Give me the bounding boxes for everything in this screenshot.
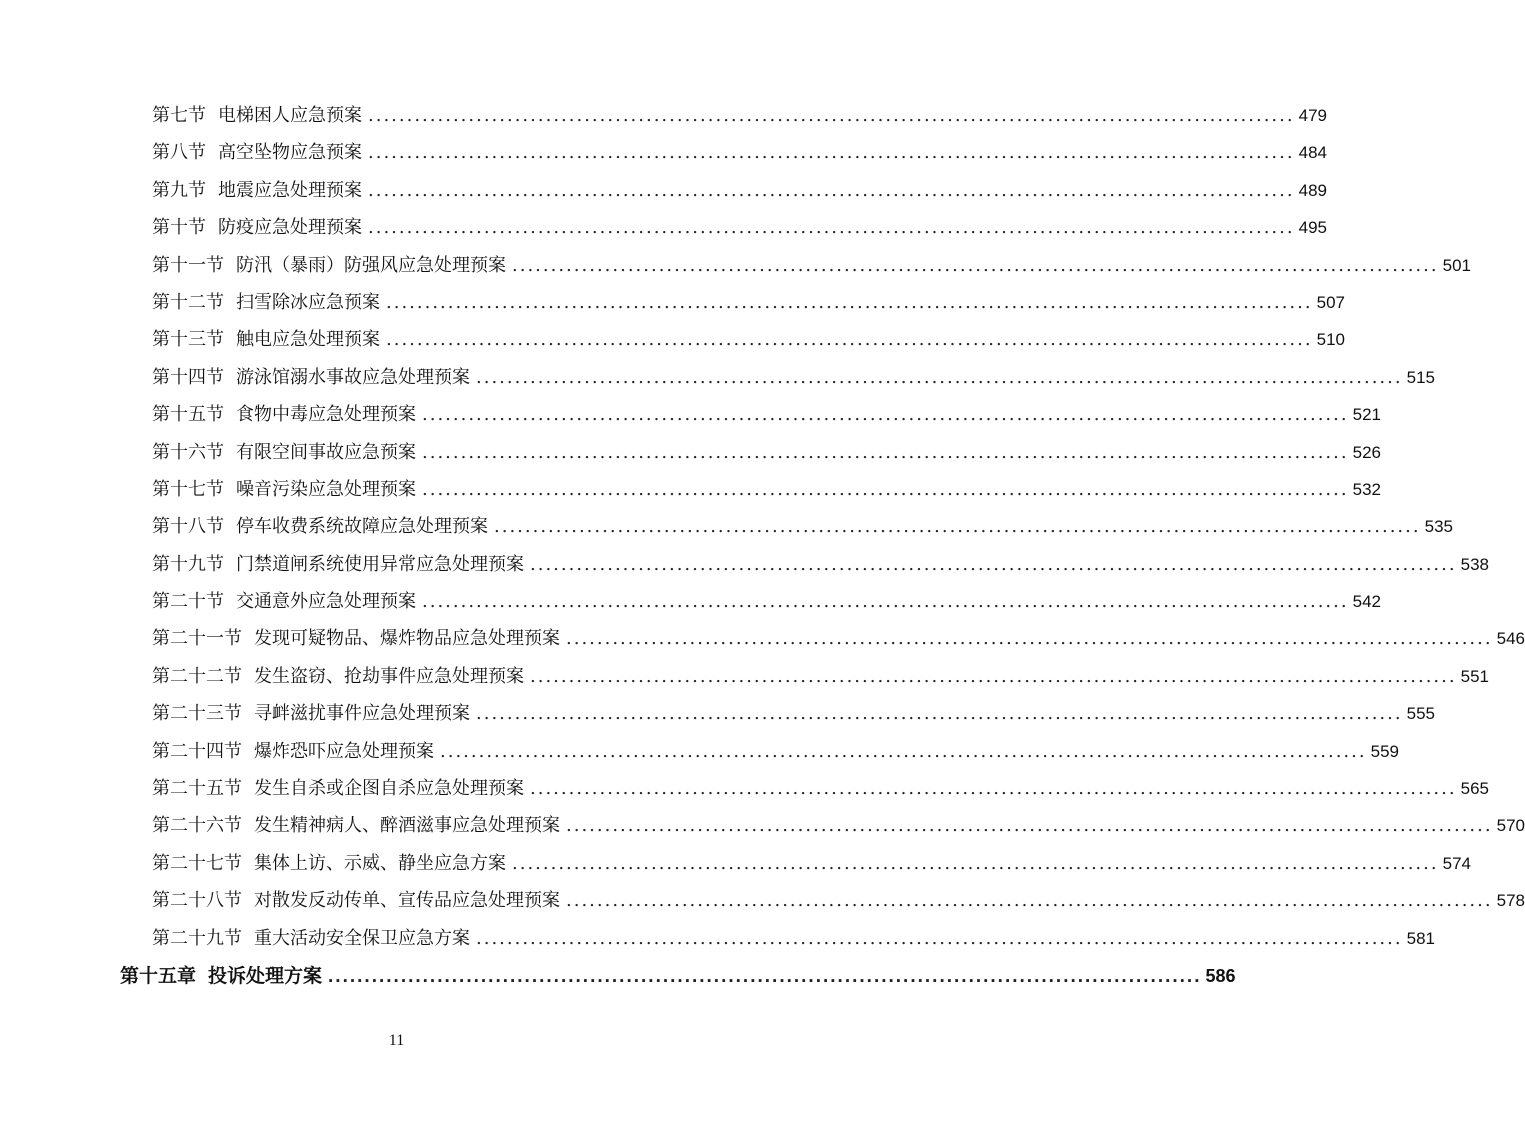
toc-entry[interactable]	[152, 251, 1471, 288]
dot-leader: ........................................................................................................................	[530, 778, 1457, 800]
toc-entry[interactable]	[152, 811, 1525, 848]
dot-leader: ........................................................................................................................	[328, 965, 1202, 987]
toc-entry[interactable]	[152, 512, 1453, 549]
toc-chapter-entry[interactable]	[120, 961, 1236, 998]
dot-leader: ........................................................................................................................	[422, 404, 1349, 426]
toc-entry[interactable]	[152, 587, 1381, 624]
page-ref: 546	[1496, 629, 1525, 649]
toc-entry[interactable]	[152, 288, 1345, 325]
toc-entry[interactable]	[152, 886, 1525, 923]
section-number: 第十二节	[152, 291, 224, 313]
page-ref: 574	[1442, 853, 1471, 873]
toc-entry[interactable]	[152, 475, 1381, 512]
section-title: 交通意外应急处理预案	[236, 591, 416, 613]
page-ref: 510	[1316, 330, 1345, 350]
page-ref: 489	[1298, 180, 1327, 200]
section-title: 发生自杀或企图自杀应急处理预案	[254, 778, 524, 800]
section-title: 扫雪除冰应急预案	[236, 291, 380, 313]
page-ref: 526	[1352, 442, 1381, 462]
dot-leader: ........................................................................................................................	[476, 366, 1403, 388]
dot-leader: ........................................................................................................................	[476, 703, 1403, 725]
section-number: 第二十一节	[152, 628, 242, 650]
section-title: 发生盗窃、抢劫事件应急处理预案	[254, 665, 524, 687]
dot-leader: ........................................................................................................................	[386, 329, 1313, 351]
section-title: 有限空间事故应急预案	[236, 441, 416, 463]
table-of-contents	[120, 101, 1525, 998]
section-number: 第二十节	[152, 591, 224, 613]
page-ref: 551	[1460, 666, 1489, 686]
dot-leader: ........................................................................................................................	[368, 217, 1295, 239]
toc-entry[interactable]	[152, 438, 1381, 475]
section-number: 第十五节	[152, 404, 224, 426]
section-title: 触电应急处理预案	[236, 329, 380, 351]
page-ref: 586	[1205, 965, 1236, 986]
page-ref: 565	[1460, 779, 1489, 799]
section-title: 地震应急处理预案	[218, 179, 362, 201]
dot-leader: ........................................................................................................................	[566, 890, 1493, 912]
dot-leader: ........................................................................................................................	[476, 927, 1403, 949]
section-number: 第十四节	[152, 366, 224, 388]
section-number: 第八节	[152, 142, 206, 164]
section-title: 电梯困人应急预案	[218, 105, 362, 126]
section-number: 第十六节	[152, 441, 224, 463]
section-number: 第二十二节	[152, 665, 242, 687]
toc-entry[interactable]	[152, 662, 1489, 699]
toc-entry[interactable]	[152, 699, 1435, 736]
page-ref: 535	[1424, 517, 1453, 537]
dot-leader: ........................................................................................................................	[512, 254, 1439, 276]
section-title: 食物中毒应急处理预案	[236, 404, 416, 426]
section-number: 第二十五节	[152, 778, 242, 800]
page-ref: 495	[1298, 218, 1327, 238]
section-number: 第十七节	[152, 478, 224, 500]
page-ref: 532	[1352, 479, 1381, 499]
section-number: 第二十九节	[152, 927, 242, 949]
section-title: 高空坠物应急预案	[218, 142, 362, 164]
section-title: 防汛（暴雨）防强风应急处理预案	[236, 254, 506, 276]
page-ref: 570	[1496, 816, 1525, 836]
section-number: 第二十七节	[152, 852, 242, 874]
page-ref: 479	[1298, 106, 1327, 125]
dot-leader: ........................................................................................................................	[566, 628, 1493, 650]
chapter-title: 投诉处理方案	[208, 965, 323, 987]
section-number: 第九节	[152, 179, 206, 201]
dot-leader: ........................................................................................................................	[512, 852, 1439, 874]
toc-entry[interactable]	[152, 737, 1399, 774]
page-ref: 555	[1406, 704, 1435, 724]
section-number: 第十节	[152, 217, 206, 239]
section-title: 噪音污染应急处理预案	[236, 478, 416, 500]
page-ref: 507	[1316, 292, 1345, 312]
section-title: 集体上访、示威、静坐应急方案	[254, 852, 506, 874]
dot-leader: ........................................................................................................................	[422, 441, 1349, 463]
dot-leader: ........................................................................................................................	[368, 142, 1295, 164]
page-ref: 501	[1442, 255, 1471, 275]
dot-leader: ........................................................................................................................	[530, 553, 1457, 575]
toc-entry[interactable]	[152, 774, 1489, 811]
toc-entry[interactable]	[152, 550, 1489, 587]
section-number: 第七节	[152, 105, 206, 126]
dot-leader: ........................................................................................................................	[422, 591, 1349, 613]
chapter-number: 第十五章	[120, 965, 197, 987]
dot-leader: ........................................................................................................................	[422, 478, 1349, 500]
dot-leader: ........................................................................................................................	[440, 740, 1367, 762]
section-title: 对散发反动传单、宣传品应急处理预案	[254, 890, 560, 912]
section-title: 寻衅滋扰事件应急处理预案	[254, 703, 470, 725]
page-ref: 515	[1406, 367, 1435, 387]
dot-leader: ........................................................................................................................	[530, 665, 1457, 687]
page-ref: 484	[1298, 143, 1327, 163]
dot-leader: ........................................................................................................................	[368, 105, 1295, 126]
section-title: 发生精神病人、醉酒滋事应急处理预案	[254, 815, 560, 837]
section-title: 门禁道闸系统使用异常应急处理预案	[236, 553, 524, 575]
dot-leader: ........................................................................................................................	[368, 179, 1295, 201]
toc-entry[interactable]	[152, 624, 1525, 661]
section-title: 停车收费系统故障应急处理预案	[236, 516, 488, 538]
section-title: 发现可疑物品、爆炸物品应急处理预案	[254, 628, 560, 650]
section-title: 防疫应急处理预案	[218, 217, 362, 239]
toc-entry[interactable]	[152, 138, 1327, 175]
section-number: 第二十三节	[152, 703, 242, 725]
section-number: 第二十四节	[152, 740, 242, 762]
section-title: 爆炸恐吓应急处理预案	[254, 740, 434, 762]
toc-entry[interactable]	[152, 101, 1327, 138]
toc-entry[interactable]	[152, 849, 1471, 886]
page-ref: 578	[1496, 891, 1525, 911]
dot-leader: ........................................................................................................................	[494, 516, 1421, 538]
section-number: 第十八节	[152, 516, 224, 538]
toc-entry[interactable]	[152, 924, 1435, 961]
section-number: 第十三节	[152, 329, 224, 351]
toc-entry[interactable]	[152, 325, 1345, 362]
dot-leader: ........................................................................................................................	[566, 815, 1493, 837]
page-number: 11	[388, 1032, 405, 1049]
section-title: 游泳馆溺水事故应急处理预案	[236, 366, 470, 388]
section-number: 第二十六节	[152, 815, 242, 837]
toc-entry[interactable]	[152, 363, 1435, 400]
page-ref: 559	[1370, 741, 1399, 761]
page-ref: 521	[1352, 405, 1381, 425]
dot-leader: ........................................................................................................................	[386, 291, 1313, 313]
section-number: 第二十八节	[152, 890, 242, 912]
toc-entry[interactable]	[152, 213, 1327, 250]
page-ref: 581	[1406, 928, 1435, 948]
page-ref: 538	[1460, 554, 1489, 574]
toc-entry[interactable]	[152, 176, 1327, 213]
section-title: 重大活动安全保卫应急方案	[254, 927, 470, 949]
page-ref: 542	[1352, 592, 1381, 612]
section-number: 第十一节	[152, 254, 224, 276]
section-number: 第十九节	[152, 553, 224, 575]
toc-entry[interactable]	[152, 400, 1381, 437]
